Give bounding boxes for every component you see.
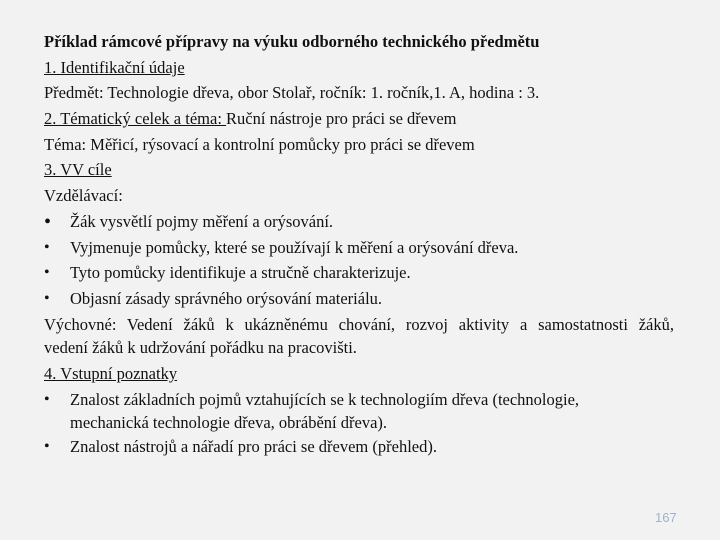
section-3-heading: 3. VV cíle (44, 160, 112, 179)
bullet-icon: • (44, 264, 50, 281)
section-2-line (44, 109, 457, 129)
list-item-continuation: mechanická technologie dřeva, obrábění dřeva). (70, 413, 388, 432)
list-item: Znalost základních pojmů vztahujících se k technologiím dřeva (technologie, (70, 390, 580, 409)
page-number: 167 (655, 510, 677, 525)
list-item: Objasní zásady správného orýsování materiálu. (70, 289, 383, 308)
document-title: Příklad rámcové přípravy na výuku odborného technického předmětu (44, 32, 540, 51)
list-item: Vyjmenuje pomůcky, které se používají k měření a orýsování dřeva. (70, 238, 519, 257)
section-2-heading: 2. Tématický celek a téma: (44, 109, 227, 128)
educational-goals-line-2: vedení žáků k udržování pořádku na pracovišti. (44, 338, 357, 357)
bullet-icon: • (44, 211, 52, 233)
bullet-icon: • (44, 438, 50, 455)
list-item: Žák vysvětlí pojmy měření a orýsování. (70, 212, 334, 231)
bullet-icon: • (44, 391, 50, 408)
section-2-topic: Téma: Měřicí, rýsovací a kontrolní pomůcky pro práci se dřevem (44, 135, 475, 154)
educational-goals-line-1: Výchovné: Vedení žáků k ukázněnému chování, rozvoj aktivity a samostatnosti žáků, (44, 315, 674, 334)
bullet-icon: • (44, 239, 50, 256)
section-4-heading: 4. Vstupní poznatky (44, 364, 178, 383)
bullet-icon: • (44, 290, 50, 307)
list-item: Tyto pomůcky identifikuje a stručně charakterizuje. (70, 263, 411, 282)
section-1-text: Předmět: Technologie dřeva, obor Stolař, ročník: 1. ročník,1. A, hodina : 3. (44, 83, 540, 102)
list-item: Znalost nástrojů a nářadí pro práci se dřevem (přehled). (70, 437, 437, 456)
section-3-subheading: Vzdělávací: (44, 186, 123, 205)
section-2-text: Ruční nástroje pro práci se dřevem (226, 109, 457, 128)
section-1-heading: 1. Identifikační údaje (44, 58, 185, 77)
